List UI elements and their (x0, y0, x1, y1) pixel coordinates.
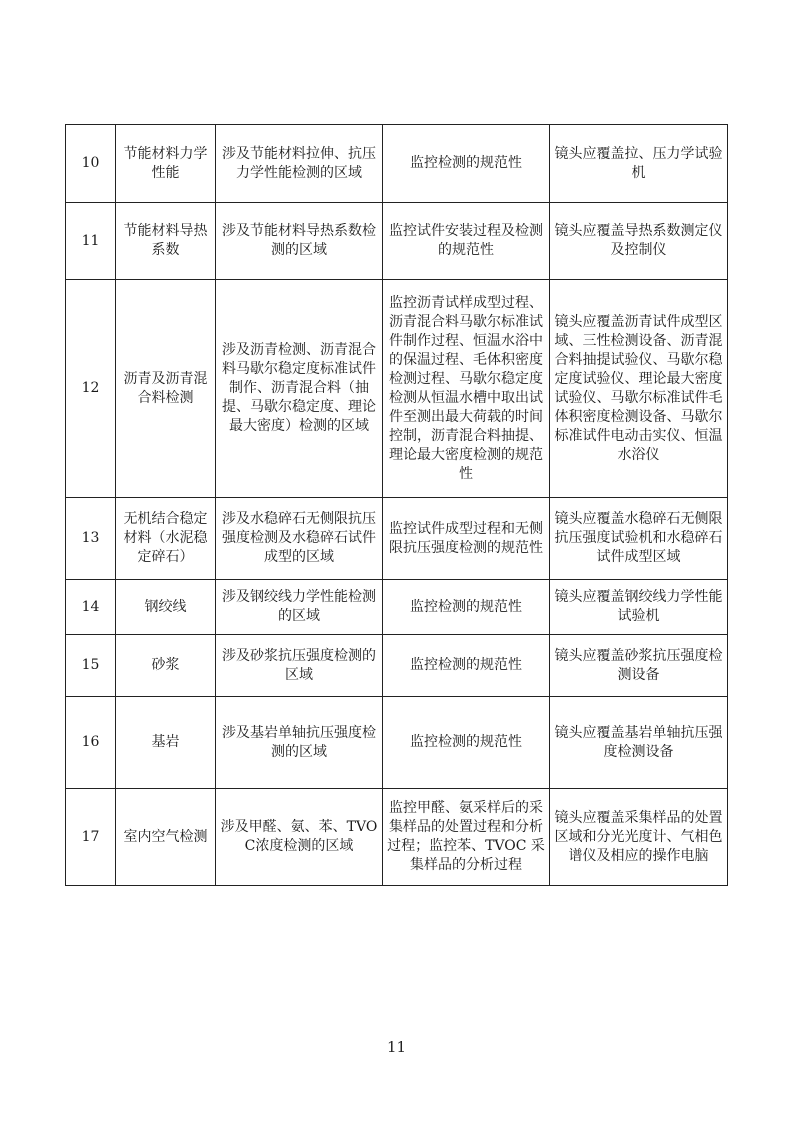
camera-requirement: 镜头应覆盖导热系数测定仪及控制仪 (550, 203, 728, 280)
table-row (66, 635, 728, 697)
monitoring-content: 监控检测的规范性 (383, 635, 550, 697)
monitoring-area: 涉及基岩单轴抗压强度检测的区域 (216, 697, 383, 789)
test-item: 节能材料力学性能 (116, 125, 216, 203)
monitoring-content: 监控检测的规范性 (383, 125, 550, 203)
row-number: 17 (66, 789, 116, 886)
camera-requirement: 镜头应覆盖钢绞线力学性能试验机 (550, 580, 728, 635)
row-number: 10 (66, 125, 116, 203)
row-number: 13 (66, 498, 116, 580)
monitoring-area: 涉及砂浆抗压强度检测的区域 (216, 635, 383, 697)
monitoring-content: 监控检测的规范性 (383, 697, 550, 789)
monitoring-area: 涉及沥青检测、沥青混合料马歇尔稳定度标准试件制作、沥青混合料（抽提、马歇尔稳定度、理论最大密度）检测的区域 (216, 280, 383, 498)
camera-requirement: 镜头应覆盖砂浆抗压强度检测设备 (550, 635, 728, 697)
camera-requirement: 镜头应覆盖基岩单轴抗压强度检测设备 (550, 697, 728, 789)
row-number: 11 (66, 203, 116, 280)
camera-requirement: 镜头应覆盖采集样品的处置区域和分光光度计、气相色谱仪及相应的操作电脑 (550, 789, 728, 886)
test-item: 无机结合稳定材料（水泥稳定碎石） (116, 498, 216, 580)
monitoring-area: 涉及节能材料导热系数检测的区域 (216, 203, 383, 280)
table-row (66, 789, 728, 886)
test-item: 钢绞线 (116, 580, 216, 635)
monitoring-content: 监控试件成型过程和无侧限抗压强度检测的规范性 (383, 498, 550, 580)
monitoring-area: 涉及水稳碎石无侧限抗压强度检测及水稳碎石试件成型的区域 (216, 498, 383, 580)
test-item: 室内空气检测 (116, 789, 216, 886)
monitoring-content: 监控检测的规范性 (383, 580, 550, 635)
row-number: 12 (66, 280, 116, 498)
table-row (66, 697, 728, 789)
monitoring-content: 监控试件安装过程及检测的规范性 (383, 203, 550, 280)
test-item: 节能材料导热系数 (116, 203, 216, 280)
camera-requirement: 镜头应覆盖沥青试件成型区域、三性检测设备、沥青混合料抽提试验仪、马歇尔稳定度试验仪、理论最大密度试验仪、马歇尔标准试件毛体积密度检测设备、马歇尔标准试件电动击实仪、恒温水浴仪 (550, 280, 728, 498)
monitoring-content: 监控沥青试样成型过程、沥青混合料马歇尔标准试件制作过程、恒温水浴中的保温过程、毛体积密度检测过程、马歇尔稳定度检测从恒温水槽中取出试件至测出最大荷载的时间控制，沥青混合料抽提、理论最大密度检测的规范性 (383, 280, 550, 498)
table-row (66, 280, 728, 498)
monitoring-area: 涉及甲醛、氨、苯、TVOC浓度检测的区域 (216, 789, 383, 886)
row-number: 16 (66, 697, 116, 789)
inspection-table (65, 124, 728, 886)
test-item: 基岩 (116, 697, 216, 789)
table-row (66, 498, 728, 580)
row-number: 15 (66, 635, 116, 697)
row-number: 14 (66, 580, 116, 635)
table-row (66, 203, 728, 280)
monitoring-area: 涉及钢绞线力学性能检测的区域 (216, 580, 383, 635)
test-item: 砂浆 (116, 635, 216, 697)
table-row (66, 125, 728, 203)
page-number: 11 (386, 1038, 407, 1056)
table-row (66, 580, 728, 635)
camera-requirement: 镜头应覆盖拉、压力学试验机 (550, 125, 728, 203)
monitoring-area: 涉及节能材料拉伸、抗压力学性能检测的区域 (216, 125, 383, 203)
monitoring-content: 监控甲醛、氨采样后的采集样品的处置过程和分析过程；监控苯、TVOC 采集样品的分析过程 (383, 789, 550, 886)
camera-requirement: 镜头应覆盖水稳碎石无侧限抗压强度试验机和水稳碎石试件成型区域 (550, 498, 728, 580)
test-item: 沥青及沥青混合料检测 (116, 280, 216, 498)
